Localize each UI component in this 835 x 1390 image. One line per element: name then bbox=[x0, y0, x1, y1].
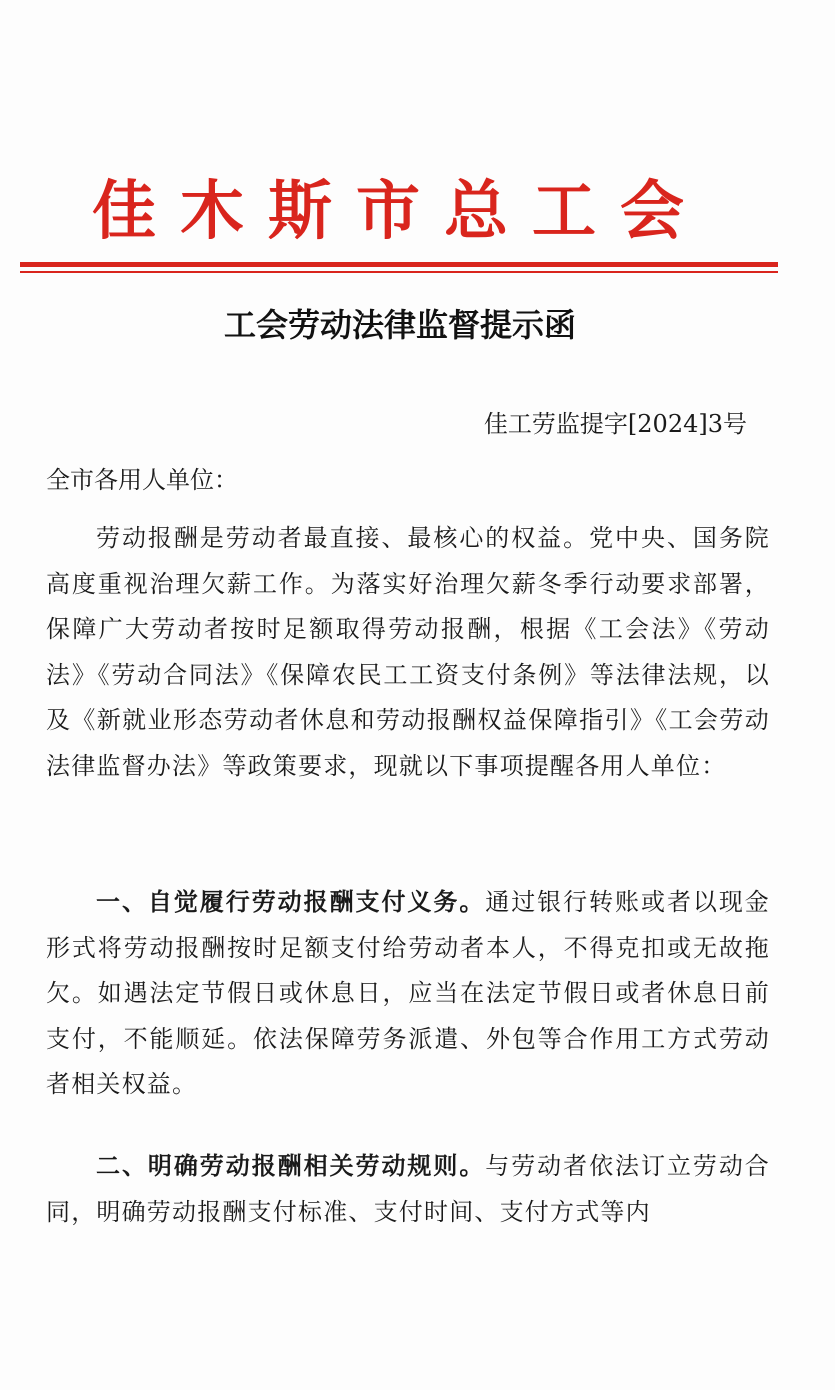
paragraph-item-2 bbox=[46, 1144, 770, 1235]
header-red-rule-thin bbox=[20, 271, 778, 273]
salutation: 全市各用人单位： bbox=[46, 466, 238, 494]
issuing-organization-header: 佳木斯市总工会 bbox=[92, 174, 708, 249]
paragraph-text: 与劳动者依法订立劳动合同，明确劳动报酬支付标准、支付时间、支付方式等内 bbox=[46, 1152, 770, 1226]
paragraph-heading: 二、明确劳动报酬相关劳动规则。 bbox=[96, 1152, 486, 1180]
paragraph-intro bbox=[46, 516, 770, 789]
paragraph-item-1 bbox=[46, 880, 770, 1108]
paragraph-text: 劳动报酬是劳动者最直接、最核心的权益。党中央、国务院高度重视治理欠薪工作。为落实好治理欠薪冬季行动要求部署，保障广大劳动者按时足额取得劳动报酬，根据《工会法》《劳动法》《劳动合同法》《保障农民工工资支付条例》等法律法规，以及《新就业形态劳动者休息和劳动报酬权益保障指引》《工会劳动法律监督办法》等政策要求，现就以下事项提醒各用人单位： bbox=[46, 524, 770, 780]
document-title: 工会劳动法律监督提示函 bbox=[223, 306, 576, 344]
paragraph-text: 通过银行转账或者以现金形式将劳动报酬按时足额支付给劳动者本人，不得克扣或无故拖欠。如遇法定节假日或休息日，应当在法定节假日或者休息日前支付，不能顺延。依法保障劳务派遣、外包等合作用工方式劳动者相关权益。 bbox=[46, 888, 770, 1098]
document-number: 佳工劳监提字[2024]3号 bbox=[483, 410, 747, 438]
paragraph-heading: 一、自觉履行劳动报酬支付义务。 bbox=[96, 888, 486, 916]
header-red-rule-thick bbox=[20, 262, 778, 267]
